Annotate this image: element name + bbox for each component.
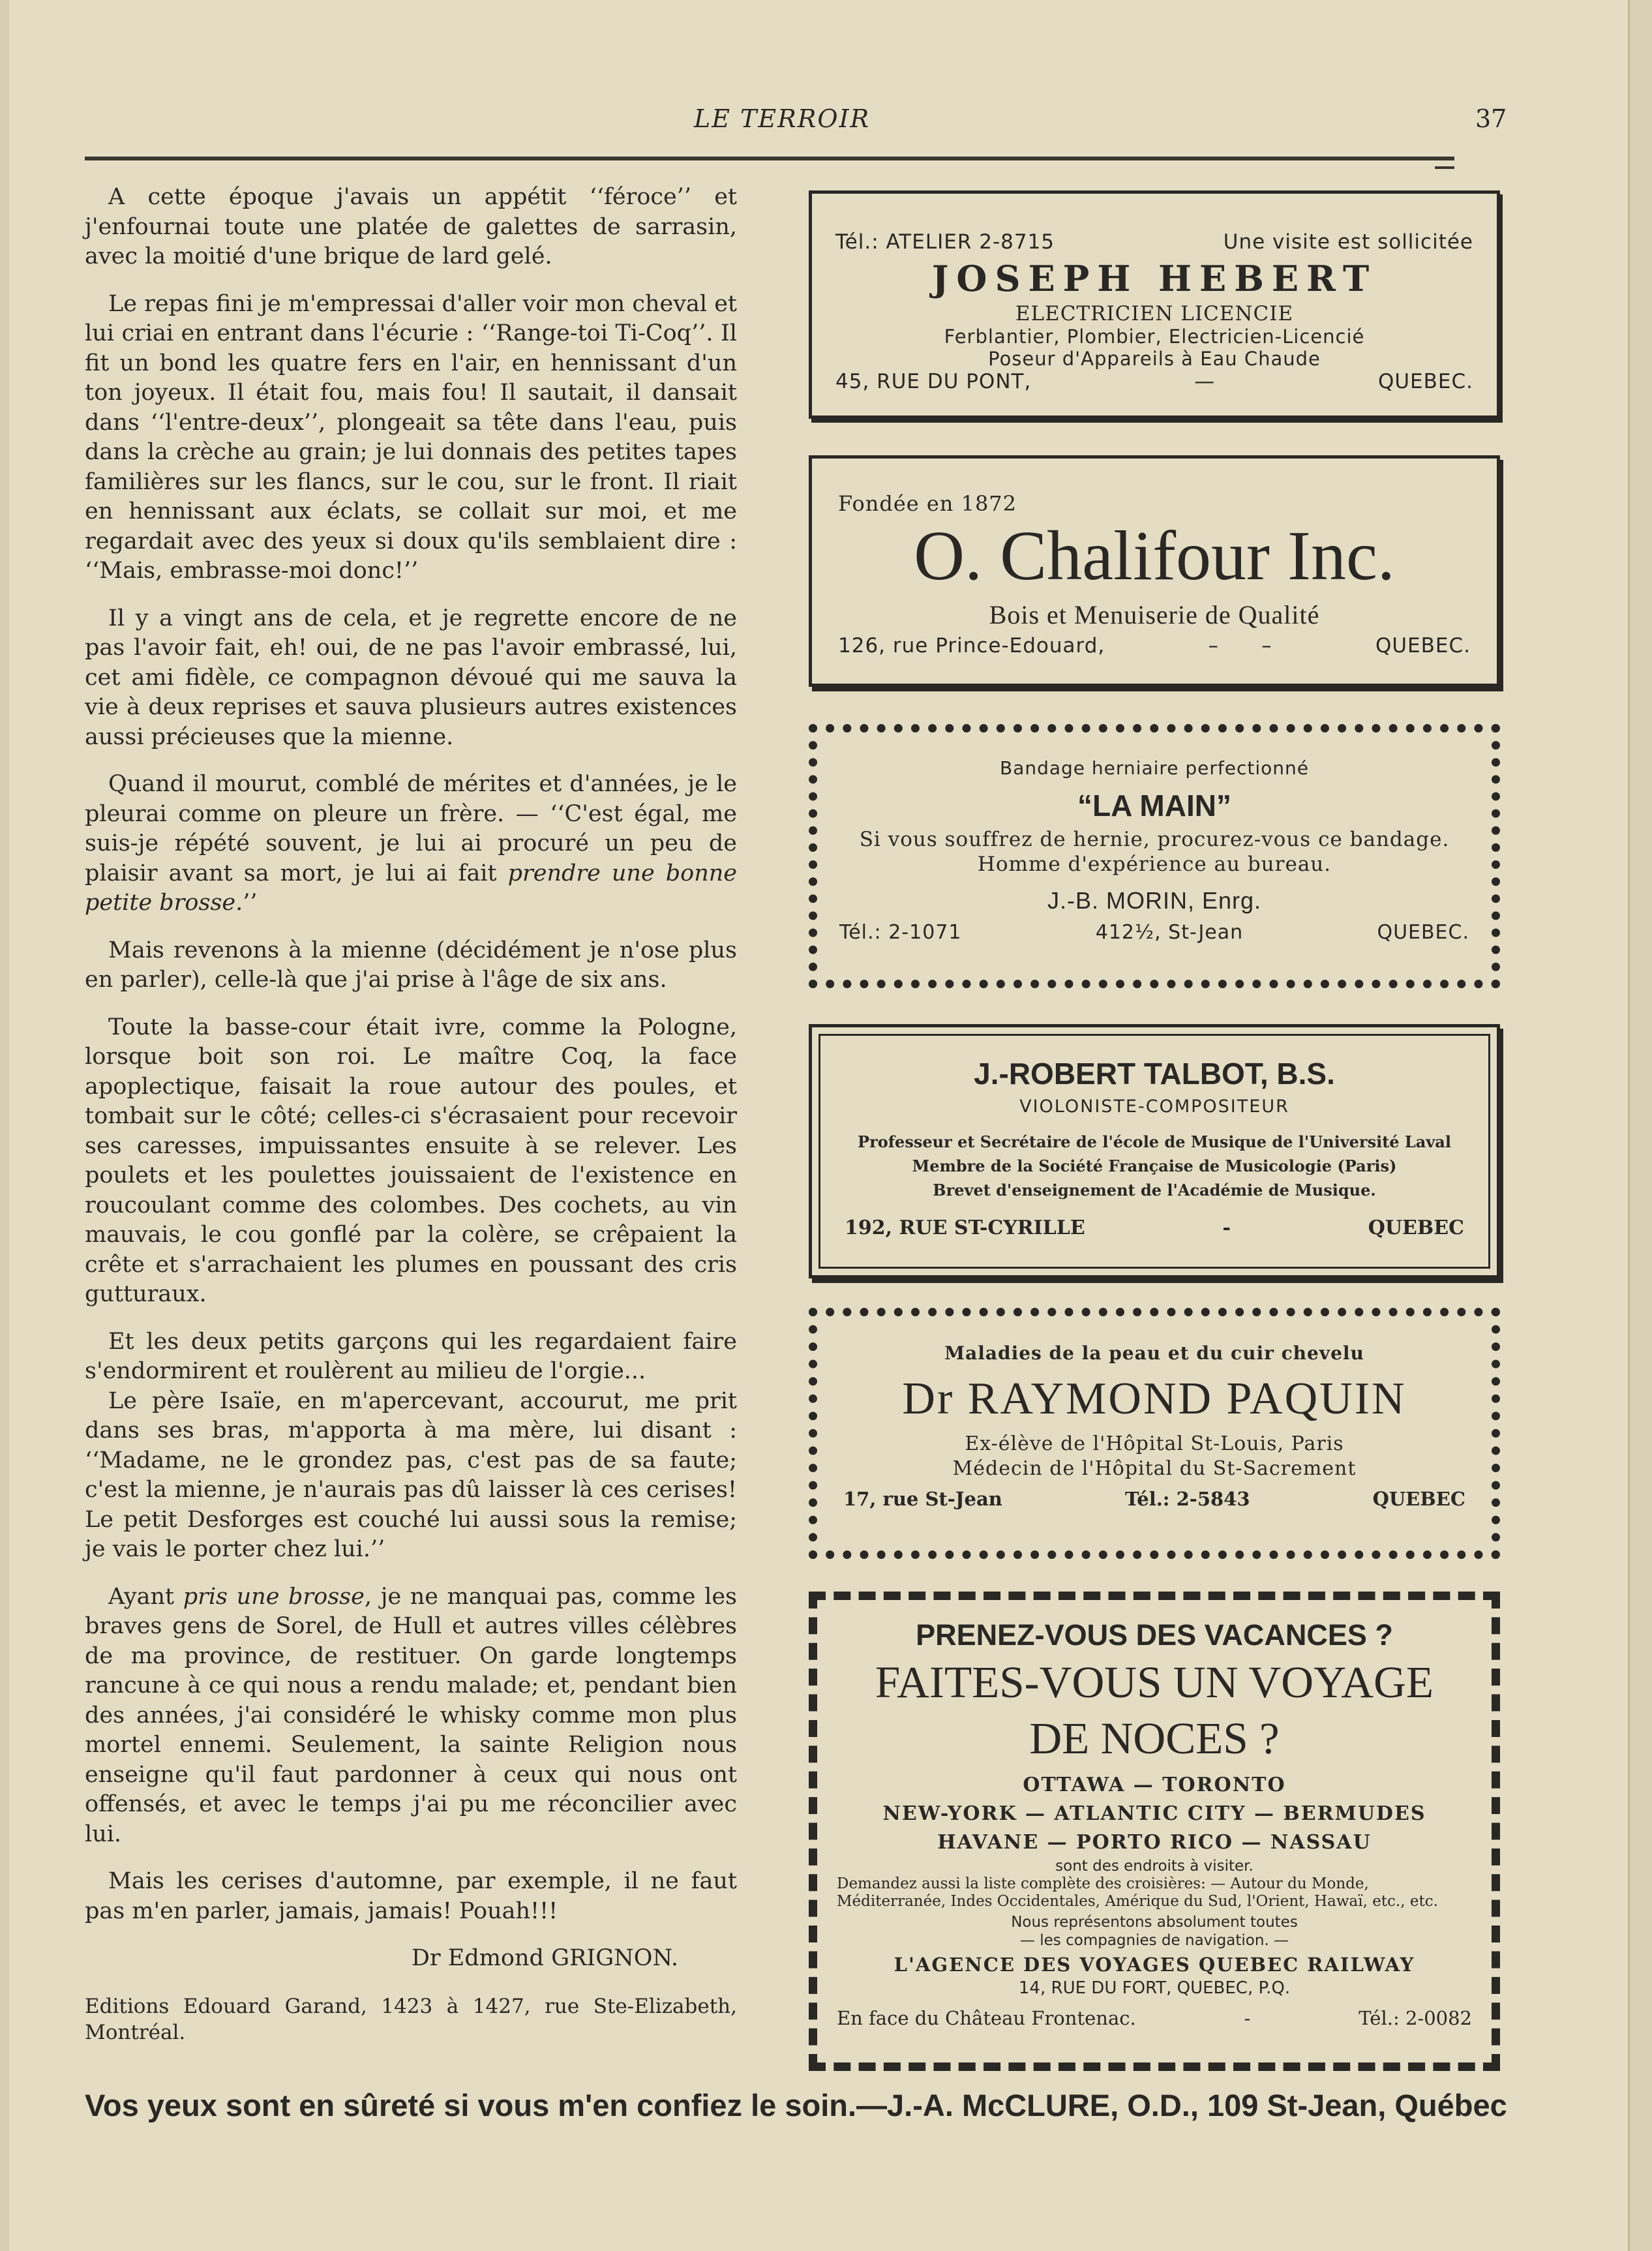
address: 126, rue Prince-Edouard, [838,634,1105,657]
address: 17, rue St-Jean [843,1488,1002,1510]
article-paragraph: Et les deux petits garçons qui les regardaient faire s'endormirent et roulèrent au milieu de l'orgie... [85,1328,737,1384]
address-row [837,2007,1472,2029]
ad-chalifour [809,455,1500,687]
article-paragraph: Mais les cerises d'automne, par exemple, il ne faut pas m'en parler, jamais, jamais! Pouah!!! [85,1868,737,1924]
description-line: Membre de la Société Française de Musicologie (Paris) [912,1156,1397,1175]
headline: PRENEZ-VOUS DES VACANCES ? [916,1618,1393,1652]
headline-large: FAITES-VOUS UN VOYAGE [875,1657,1434,1707]
trades-line: Ferblantier, Plombier, Electricien-Licencié [944,325,1365,348]
role-line: VIOLONISTE-COMPOSITEUR [1019,1096,1289,1117]
page-edge-right [1628,0,1652,2251]
ad-robert-talbot [809,1024,1500,1278]
representation-note: — les compagnies de navigation. — [1019,1932,1289,1949]
text-run: , je ne manquai pas, comme les braves gens de Sorel, de Hull et autres villes célèbres de ma province, de restituer. On garde longtemps rancune à ce qui nous a rendu malade; et, pendant bien des années, j'ai considéré le whisky comme mon plus mortel ennemi. Seulement, la sainte Religion nous enseigne qu'il faut pardonner à ceux qui nous ont offensés, et avec le temps j'ai pu me réconcilier avec lui. [85,1583,738,1847]
phone-number: Tél.: 2-0082 [1359,2007,1472,2029]
trades-line: Poseur d'Appareils à Eau Chaude [988,348,1321,370]
city: QUEBEC. [1375,634,1471,657]
destinations-line: HAVANE — PORTO RICO — NASSAU [937,1831,1372,1854]
ad-joseph-hebert [809,190,1500,419]
address-row [845,1216,1464,1239]
article-paragraph: Il y a vingt ans de cela, et je regrette encore de ne pas l'avoir fait, eh! oui, de ne pas l'avoir embrassé, lui, cet ami fidèle, ce compagnon dévoué qui me sauva la vie à deux reprises et sauva plusieurs autres existences aussi précieuses que la mienne. [85,605,737,750]
city: QUEBEC [1372,1488,1465,1510]
italic-phrase: pris une brosse [183,1583,365,1610]
business-name: J.-ROBERT TALBOT, B.S. [974,1057,1335,1091]
representation-note: Nous représentons absolument toutes [1011,1914,1298,1931]
address-row [835,370,1473,393]
description-line: Homme d'expérience au bureau. [977,853,1332,876]
article-column [85,183,737,2063]
business-title: ELECTRICIEN LICENCIE [1015,302,1294,325]
description-line: Professeur et Secrétaire de l'école de Musique de l'Université Laval [858,1132,1451,1151]
destinations-line: OTTAWA — TORONTO [1023,1774,1286,1796]
separator-dash: – – [1208,634,1272,657]
article-paragraph: Toute la basse-cour était ivre, comme la Pologne, lorsque boit son roi. Le maître Coq, la face apoplectique, faisait la roue autour des poules, et tombait sur le côté; celles-ci s'écrasaient pour recevoir ses caresses, impuissantes ensuite à se relever. Les poulets et les poulettes jouissaient de l'existence en roucoulant comme des colombes. Des cochets, au vin mauvais, le cou gonflé par la colère, se crêpaient la crête et s'arrachaient les plumes en poussant des cris gutturaux. [85,1014,737,1307]
ad-lead: Maladies de la peau et du cuir chevelu [944,1342,1364,1364]
address: 45, RUE DU PONT, [835,370,1032,393]
address-row [843,1488,1465,1510]
bottom-advertisement-banner: Vos yeux sont en sûreté si vous m'en confiez le soin.—J.-A. McCLURE, O.D., 109 St-Jean, Québec [85,2088,1507,2123]
ad-travel-agency [809,1592,1500,2071]
description-line: Médecin de l'Hôpital du St-Sacrement [952,1457,1357,1480]
city: QUEBEC. [1377,921,1469,944]
description-line: Brevet d'enseignement de l'Académie de Musique. [933,1181,1376,1200]
agency-name: L'AGENCE DES VOYAGES QUEBEC RAILWAY [894,1954,1415,1976]
headline-large: DE NOCES ? [1029,1714,1280,1763]
business-name: “LA MAIN” [1077,789,1231,823]
description-line: Ex-élève de l'Hôpital St-Louis, Paris [965,1432,1344,1455]
address-row [838,634,1471,657]
business-name: O. Chalifour Inc. [914,517,1395,595]
owner-name: J.-B. MORIN, Enrg. [1047,887,1262,914]
address-row [839,921,1469,944]
article-paragraph [85,770,737,918]
separator-dash: - [1244,2007,1251,2029]
visit-note: Une visite est sollicitée [1223,230,1473,254]
business-name: JOSEPH HEBERT [931,258,1377,299]
ad-la-main [809,724,1500,988]
description-line: Si vous souffrez de hernie, procurez-vous ce bandage. [859,828,1450,851]
phone-number: Tél.: 2-1071 [839,921,962,944]
article-paragraph: A cette époque j'avais un appétit ‘‘féroce’’ et j'enfournai toute une platée de galettes de sarrasin, avec la moitié d'une brique de lard gelé. [85,184,737,269]
text-run: ’’ [243,890,258,916]
ad-header-row [835,230,1473,254]
separator-dash: - [1222,1216,1231,1239]
city: QUEBEC [1368,1216,1464,1239]
destinations-line: NEW-YORK — ATLANTIC CITY — BERMUDES [882,1802,1426,1825]
location: En face du Château Frontenac. [837,2007,1136,2029]
address: 14, RUE DU FORT, QUEBEC, P.Q. [1018,1978,1291,1998]
header-rule-tail [1435,166,1454,169]
italic-phrase: prendre une bonne petite brosse. [85,860,737,916]
article-paragraph: Le repas fini je m'empressai d'aller voir mon cheval et lui criai en entrant dans l'écurie : ‘‘Range-toi Ti-Coq’’. Il fit un bond les quatre fers en l'air, en hennissant d'un ton joyeux. Il était fou, mais fou! Il sautait, il dansait dans ‘‘l'entre-deux’’, plongeait sa tête dans l'eau, puis dans la crèche au grain; je lui donnais des petites tapes familières sur les flancs, sur le cou, sur le front. Il riait en hennissant aux éclats, se collait sur moi, et me regardait avec des yeux si doux qu'ils semblaient dire : ‘‘Mais, embrasse-moi donc!’’ [85,290,737,584]
address: 412½, St-Jean [1095,921,1244,944]
text-run: Quand il mourut, comblé de mérites et d'années, je le pleurai comme on pleure un frère. — ‘‘C'est égal, me suis-je répété souvent, je lui ai procuré un peu de plaisir avant sa mort, je lui ai fait [85,771,737,886]
header-rule [85,157,1454,160]
business-name: Dr RAYMOND PAQUIN [902,1374,1407,1424]
separator-dash: — [1194,370,1216,393]
tagline: Bois et Menuiserie de Qualité [989,600,1320,629]
running-title: LE TERROIR [694,104,871,133]
ad-raymond-paquin [809,1308,1500,1559]
author-signature: Dr Edmond GRIGNON. [411,1945,678,1971]
article-paragraph: Mais revenons à la mienne (décidément je n'ose plus en parler), celle-là que j'ai prise à l'âge de six ans. [85,937,737,993]
phone-number: Tél.: 2-5843 [1124,1488,1250,1510]
article-paragraph: Le père Isaïe, en m'apercevant, accourut, me prit dans ses bras, m'apporta à ma mère, lui disant : ‘‘Madame, ne le grondez pas, c'est pas de sa faute; c'est la mienne, je n'aurais pas dû laisser là ces cerises! Le petit Desforges est couché lui aussi sous la remise; je vais le porter chez lui.’’ [85,1387,737,1562]
text-run: Ayant [108,1583,183,1610]
ad-lead: Bandage herniaire perfectionné [999,757,1310,779]
publisher-note: Editions Edouard Garand, 1423 à 1427, rue Ste-Elizabeth, Montréal. [85,1994,737,2044]
article-paragraph [85,1582,737,1850]
cruise-note: Demandez aussi la liste complète des croisières: — Autour du Monde, Méditerranée, Indes Occidentales, Amérique du Sud, l'Orient, Hawaï, etc., etc. [837,1875,1438,1910]
founded-line: Fondée en 1872 [838,491,1017,516]
address: 192, RUE ST-CYRILLE [845,1216,1085,1239]
phone-number: Tél.: ATELIER 2-8715 [835,230,1055,254]
destinations-note: sont des endroits à visiter. [1055,1858,1254,1875]
page-edge-left [0,0,9,2251]
page-number: 37 [1475,104,1507,133]
city: QUEBEC. [1377,370,1473,393]
